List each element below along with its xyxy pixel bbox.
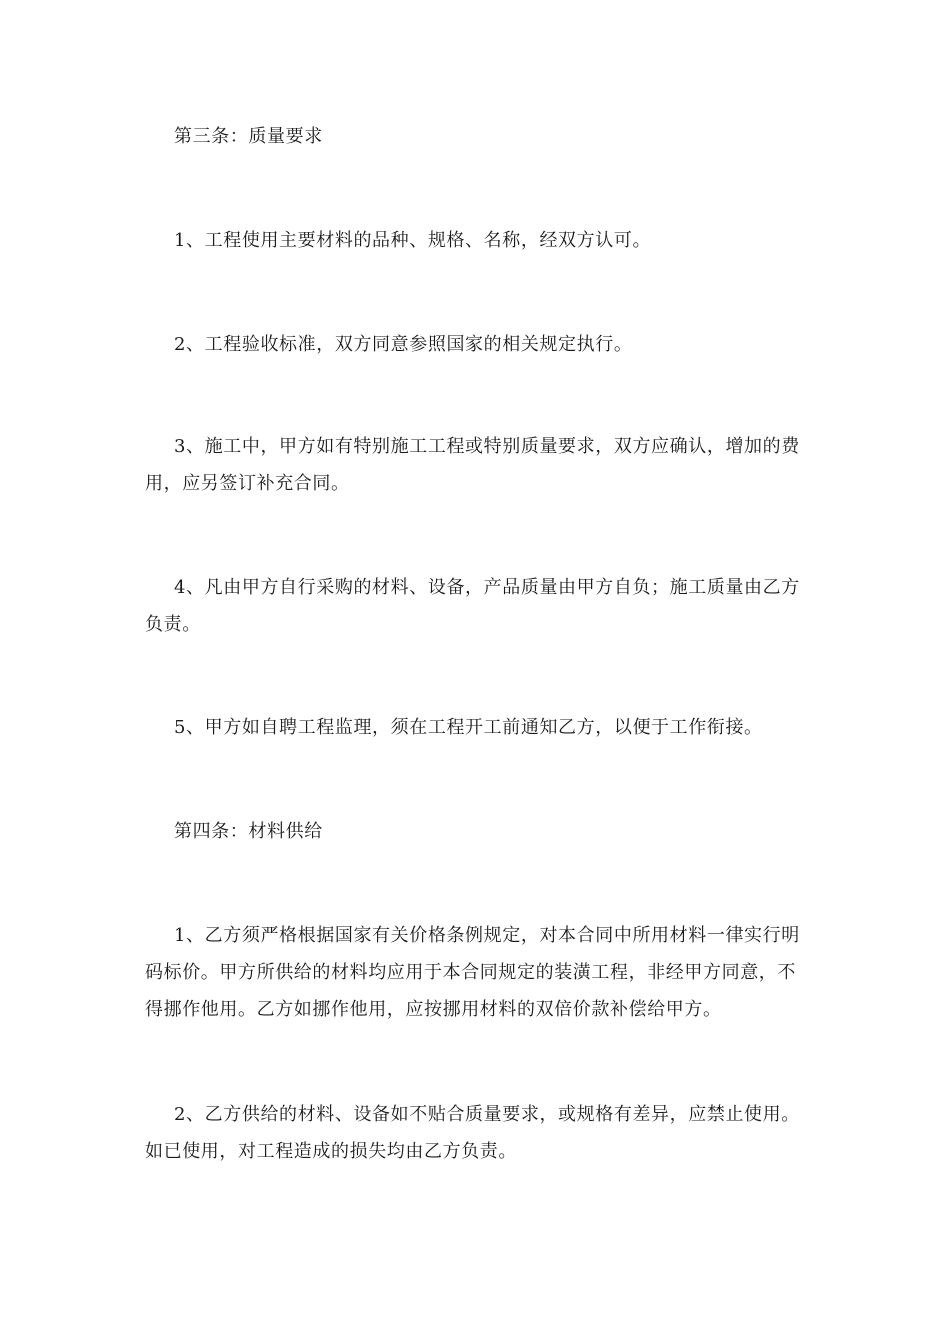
section-heading-quality: 第三条：质量要求: [174, 126, 323, 147]
quality-item-2: 2、工程验收标准，双方同意参照国家的相关规定执行。: [174, 334, 633, 355]
quality-item-5: 5、甲方如自聘工程监理，须在工程开工前通知乙方，以便于工作衔接。: [174, 717, 763, 738]
section-heading-materials: 第四条：材料供给: [174, 821, 323, 842]
quality-item-3: 3、施工中，甲方如有特别施工工程或特别质量要求，双方应确认，增加的费用，应另签订补充合同。: [145, 436, 800, 494]
materials-item-1: 1、乙方须严格根据国家有关价格条例规定，对本合同中所用材料一律实行明码标价。甲方所供给的材料均应用于本合同规定的装潢工程，非经甲方同意，不得挪作他用。乙方如挪作他用，应按挪用材料的双倍价款补偿给甲方。: [145, 925, 800, 1020]
quality-item-4: 4、凡由甲方自行采购的材料、设备，产品质量由甲方自负；施工质量由乙方负责。: [145, 577, 800, 635]
quality-item-1: 1、工程使用主要材料的品种、规格、名称，经双方认可。: [174, 230, 652, 251]
materials-item-2: 2、乙方供给的材料、设备如不贴合质量要求，或规格有差异，应禁止使用。如已使用，对工程造成的损失均由乙方负责。: [145, 1104, 800, 1162]
